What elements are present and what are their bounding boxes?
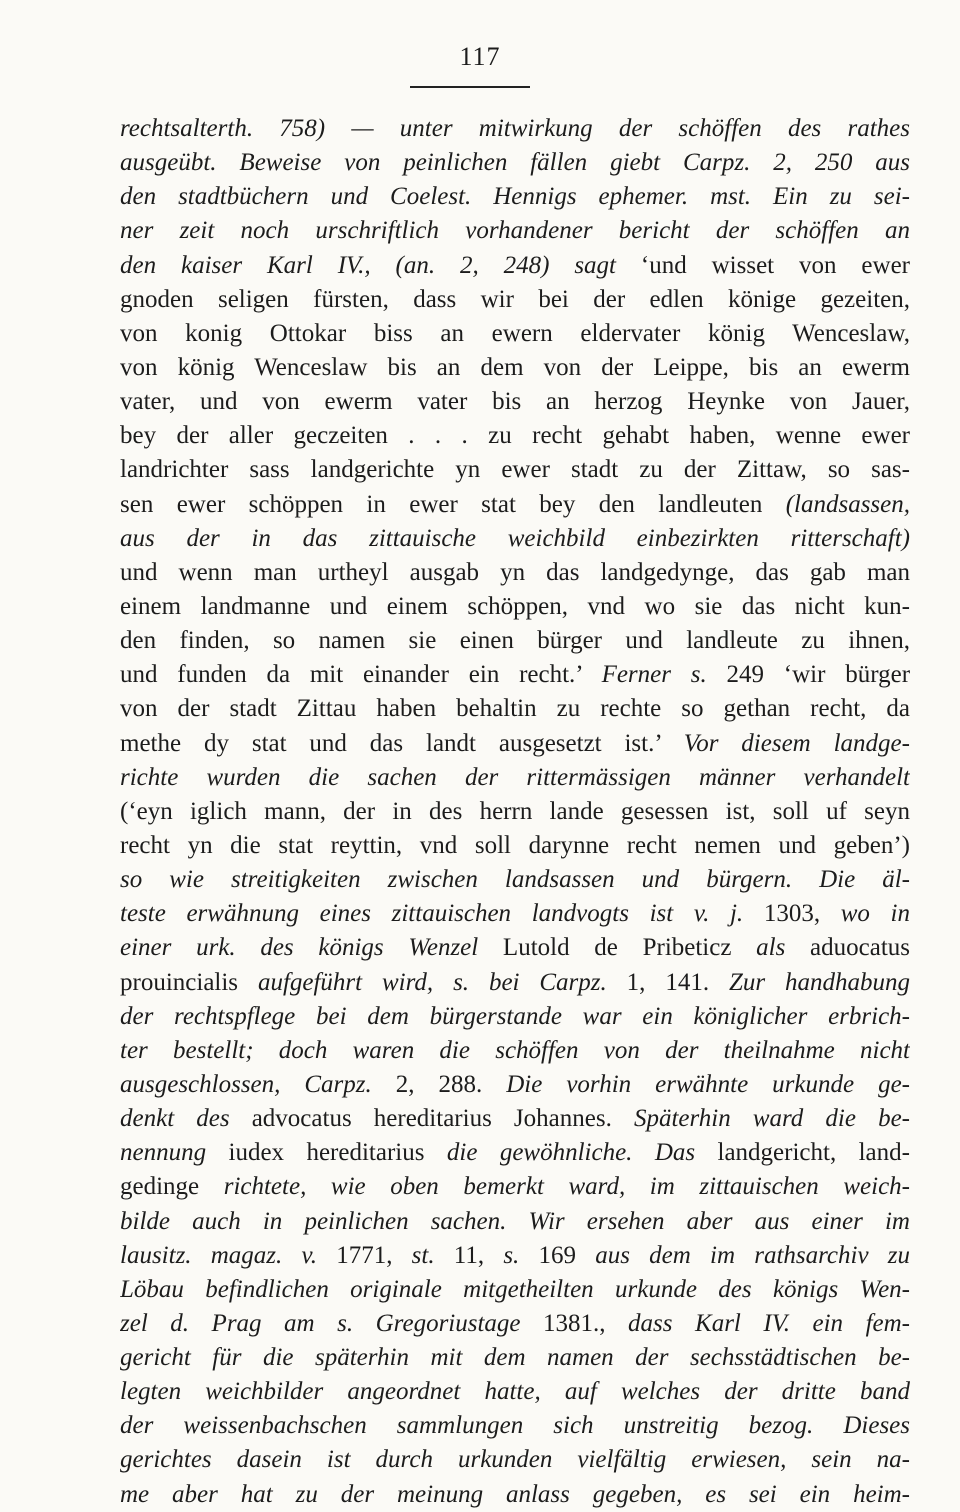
text-line xyxy=(120,1409,910,1443)
text-line xyxy=(120,522,910,556)
text-segment: zel d. Prag am s. Gregoriustage xyxy=(120,1309,521,1337)
text-segment: 1771, xyxy=(316,1241,412,1269)
text-segment: gnoden seligen fürsten, dass wir bei der edlen könige gezeiten, xyxy=(120,285,910,313)
text-segment: me aber hat zu der meinung anlass gegeben, es sei ein heim- xyxy=(120,1480,910,1508)
text-segment: sen ewer schöppen in ewer stat bey den landleuten xyxy=(120,490,786,518)
text-line xyxy=(120,761,910,795)
text-segment: Ferner s. xyxy=(601,661,707,689)
text-segment: denkt des xyxy=(120,1105,230,1133)
text-line xyxy=(120,692,910,726)
text-line xyxy=(120,1000,910,1034)
text-line xyxy=(120,1239,910,1273)
page-number: 117 xyxy=(459,42,501,71)
text-line xyxy=(120,453,910,487)
text-segment: rechtsalterth. 758) — unter mitwirkung der schöffen des rathes xyxy=(120,115,910,142)
text-segment: Lutold de Pribeticz xyxy=(478,934,757,962)
text-line xyxy=(120,590,910,624)
text-segment: (‘eyn iglich mann, der in des herrn lande gesessen ist, soll uf seyn xyxy=(120,797,910,825)
text-segment: wo in xyxy=(840,900,910,928)
text-segment: iudex hereditarius xyxy=(206,1139,447,1167)
text-segment: der weissenbachschen sammlungen sich unstreitig bezog. Dieses xyxy=(120,1412,910,1440)
text-segment: Vor diesem landge- xyxy=(683,729,910,757)
text-segment: und funden da mit einander ein recht.’ xyxy=(120,661,602,689)
text-segment: richtete, wie oben bemerkt ward, im zittauischen weich- xyxy=(223,1173,910,1201)
text-segment: 249 ‘wir bürger xyxy=(706,661,910,689)
text-segment: ausgeübt. Beweise von peinlichen fällen giebt Carpz. 2, 250 aus xyxy=(120,149,910,177)
text-segment: von könig Wenceslaw bis an dem von der Leippe, bis an ewerm xyxy=(120,353,910,381)
text-segment: ‘und wisset von ewer xyxy=(616,251,910,279)
text-segment: Späterhin ward die be- xyxy=(633,1105,910,1133)
text-segment: Die vorhin erwähnte urkunde ge- xyxy=(506,1070,910,1098)
text-line xyxy=(120,1136,910,1170)
text-segment: den stadtbüchern und Coelest. Hennigs ephemer. mst. Ein zu sei- xyxy=(120,183,910,211)
text-line xyxy=(120,180,910,214)
text-segment: und wenn man urtheyl ausgab yn das landgedynge, das gab man xyxy=(120,558,910,586)
text-segment: gedinge xyxy=(120,1173,224,1201)
text-line xyxy=(120,419,910,453)
text-segment: vater, und von ewerm vater bis an herzog Heynke von Jauer, xyxy=(120,388,910,416)
text-line xyxy=(120,1170,910,1204)
text-segment: bilde auch in peinlichen sachen. Wir ersehen aber aus einer im xyxy=(120,1207,910,1235)
text-segment: aduocatus xyxy=(785,934,910,962)
text-line xyxy=(120,146,910,180)
text-segment: so wie streitigkeiten zwischen landsassen und bürgern. Die äl- xyxy=(120,866,910,894)
text-segment: von konig Ottokar biss an ewern eldervater könig Wenceslaw, xyxy=(120,319,910,347)
text-segment: gericht für die späterhin mit dem namen der sechsstädtischen be- xyxy=(120,1344,910,1372)
body-text xyxy=(120,112,910,1512)
text-segment: (landsassen, xyxy=(785,490,910,518)
text-line xyxy=(120,351,910,385)
text-segment: als xyxy=(756,934,786,962)
text-segment: Zur handhabung xyxy=(728,968,910,996)
text-line xyxy=(120,1443,910,1477)
text-line xyxy=(120,727,910,761)
text-segment: einem landmanne und einem schöppen, vnd wo sie das nicht kun- xyxy=(120,592,910,620)
text-segment: aus dem im rathsarchiv zu xyxy=(595,1241,910,1269)
text-line xyxy=(120,1068,910,1102)
text-segment: 11, xyxy=(434,1241,504,1269)
text-line xyxy=(120,931,910,965)
text-line xyxy=(120,1273,910,1307)
text-line xyxy=(120,897,910,931)
page-number-rule xyxy=(410,86,530,88)
text-segment: den finden, so namen sie einen bürger und landleute zu ihnen, xyxy=(120,627,910,655)
text-line xyxy=(120,112,910,146)
text-segment: 1303, xyxy=(743,900,841,928)
text-segment: bey der aller geczeiten . . . zu recht gehabt haben, wenne ewer xyxy=(120,422,910,450)
text-line xyxy=(120,1375,910,1409)
text-segment: aufgeführt wird, s. bei Carpz. xyxy=(257,968,607,996)
text-segment: der rechtspflege bei dem bürgerstande war ein königlicher erbrich- xyxy=(120,1002,910,1030)
text-segment: die gewöhnliche. Das xyxy=(446,1139,696,1167)
text-segment: richte wurden die sachen der rittermässigen männer verhandelt xyxy=(120,763,910,791)
text-segment: s. xyxy=(503,1241,520,1269)
text-segment: 1381., xyxy=(520,1309,629,1337)
text-line xyxy=(120,1341,910,1375)
text-segment: landgericht, land- xyxy=(695,1139,910,1167)
text-segment: gerichtes dasein ist durch urkunden vielfältig erwiesen, sein na- xyxy=(120,1446,910,1474)
text-segment: den kaiser Karl IV., (an. 2, 248) sagt xyxy=(120,251,617,279)
text-line xyxy=(120,1307,910,1341)
text-line xyxy=(120,488,910,522)
text-segment: ner zeit noch urschriftlich vorhandener bericht der schöffen an xyxy=(120,217,910,245)
text-line xyxy=(120,1478,910,1512)
text-segment: teste erwähnung eines zittauischen landvogts ist v. j. xyxy=(120,900,744,928)
text-segment: st. xyxy=(411,1241,435,1269)
text-line xyxy=(120,966,910,1000)
text-segment: Löbau befindlichen originale mitgetheilten urkunde des königs Wen- xyxy=(120,1275,910,1303)
text-line xyxy=(120,283,910,317)
text-segment: prouincialis xyxy=(120,968,258,996)
text-line xyxy=(120,795,910,829)
text-segment: recht yn die stat reyttin, vnd soll darynne recht nemen und geben’) xyxy=(120,831,910,859)
text-line xyxy=(120,249,910,283)
text-segment: 1, 141. xyxy=(606,968,729,996)
text-line xyxy=(120,556,910,590)
text-line xyxy=(120,863,910,897)
text-line xyxy=(120,1102,910,1136)
text-line xyxy=(120,1205,910,1239)
text-segment: nennung xyxy=(120,1139,207,1167)
text-segment: aus der in das zittauische weichbild einbezirkten ritterschaft) xyxy=(120,524,910,552)
text-line xyxy=(120,385,910,419)
text-segment: landrichter sass landgerichte yn ewer stadt zu der Zittaw, so sas- xyxy=(120,456,910,484)
text-segment: dass Karl IV. ein fem- xyxy=(628,1309,910,1337)
text-line xyxy=(120,624,910,658)
text-line xyxy=(120,658,910,692)
text-line xyxy=(120,829,910,863)
text-segment: ausgeschlossen, Carpz. xyxy=(120,1070,372,1098)
text-segment: methe dy stat und das landt ausgesetzt ist.’ xyxy=(120,729,684,757)
text-segment: legten weichbilder angeordnet hatte, auf welches der dritte band xyxy=(120,1378,910,1406)
text-segment: von der stadt Zittau haben behaltin zu rechte so gethan recht, da xyxy=(120,695,910,723)
text-line xyxy=(120,1034,910,1068)
text-segment: ter bestellt; doch waren die schöffen von der theilnahme nicht xyxy=(120,1036,910,1064)
text-segment: advocatus hereditarius Johannes. xyxy=(229,1105,634,1133)
text-line xyxy=(120,214,910,248)
text-segment: lausitz. magaz. v. xyxy=(120,1241,317,1269)
text-segment: einer urk. des königs Wenzel xyxy=(120,934,479,962)
text-segment: 169 xyxy=(519,1241,596,1269)
text-segment: 2, 288. xyxy=(371,1070,507,1098)
text-line xyxy=(120,317,910,351)
